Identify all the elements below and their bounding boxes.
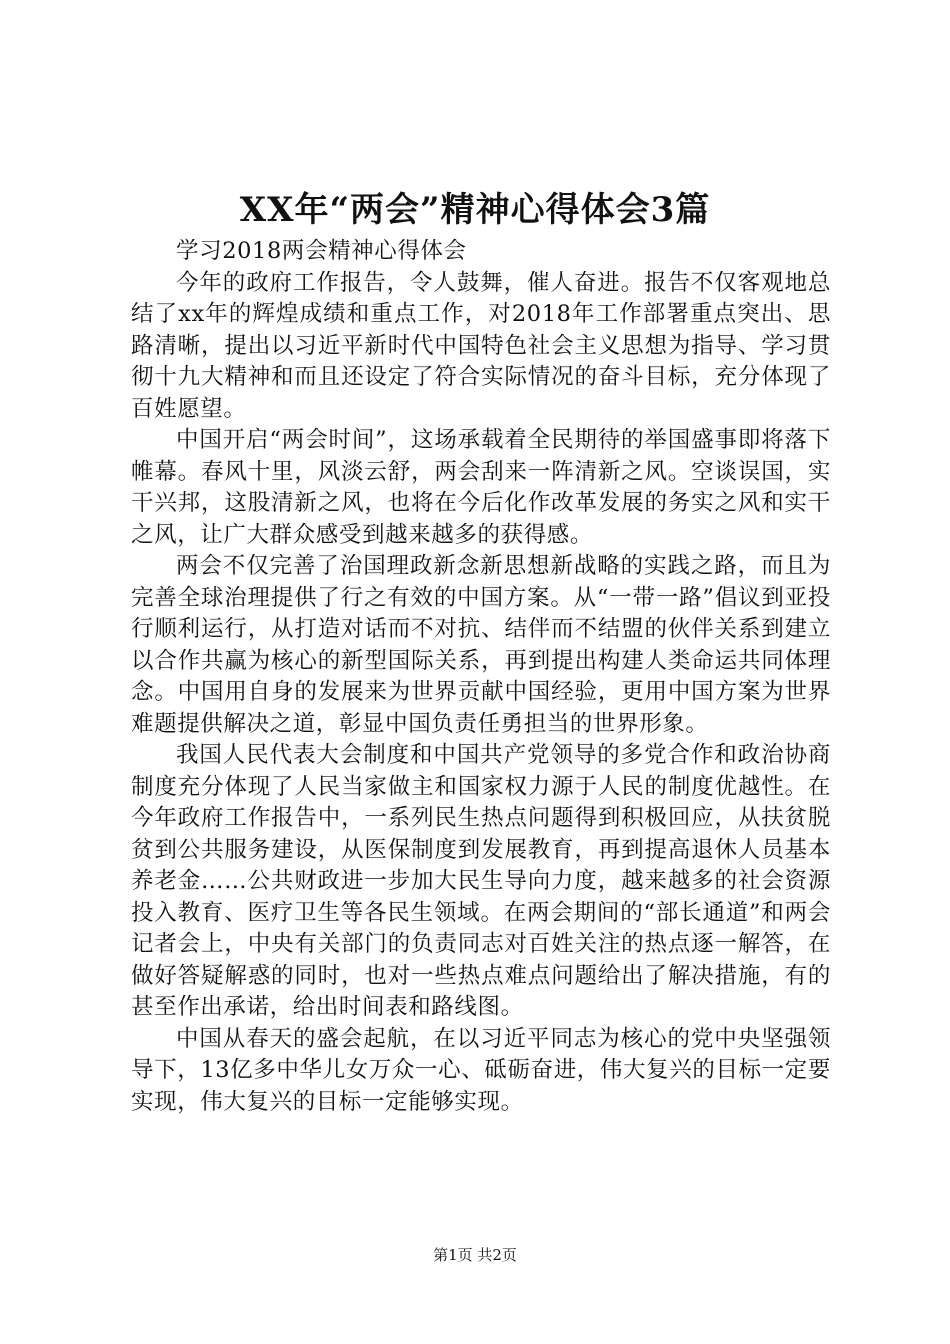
paragraph-5: 中国从春天的盛会起航，在以习近平同志为核心的党中央坚强领导下，13亿多中华儿女万众一心、砥砺奋进，伟大复兴的目标一定要实现，伟大复兴的目标一定能够实现。 — [131, 1025, 831, 1115]
document-body — [131, 236, 831, 1118]
paragraph-2: 中国开启“两会时间”，这场承载着全民期待的举国盛事即将落下帷幕。春风十里，风淡云舒，两会刮来一阵清新之风。空谈误国，实干兴邦，这股清新之风，也将在今后化作改革发展的务实之风和实干之风，让广大群众感受到越来越多的获得感。 — [131, 427, 831, 548]
page-number-footer: 第1页 共2页 — [433, 1246, 517, 1264]
paragraph-3: 两会不仅完善了治国理政新念新思想新战略的实践之路，而且为完善全球治理提供了行之有效的中国方案。从“一带一路”倡议到亚投行顺利运行，从打造对话而不对抗、结伴而不结盟的伙伴关系到建立以合作共赢为核心的新型国际关系，再到提出构建人类命运共同体理念。中国用自身的发展来为世界贡献中国经验，更用中国方案为世界难题提供解决之道，彰显中国负责任勇担当的世界形象。 — [131, 553, 831, 737]
subtitle-line: 学习2018两会精神心得体会 — [176, 238, 467, 264]
paragraph-4: 我国人民代表大会制度和中国共产党领导的多党合作和政治协商制度充分体现了人民当家做主和国家权力源于人民的制度优越性。在今年政府工作报告中，一系列民生热点问题得到积极回应，从扶贫脱贫到公共服务建设，从医保制度到发展教育，再到提高退休人员基本养老金……公共财政进一步加大民生导向力度，越来越多的社会资源投入教育、医疗卫生等各民生领域。在两会期间的“部长通道”和两会记者会上，中央有关部门的负责同志对百姓关注的热点逐一解答，在做好答疑解惑的同时，也对一些热点难点问题给出了解决措施，有的甚至作出承诺，给出时间表和路线图。 — [131, 742, 831, 1020]
document-title: XX年“两会”精神心得体会3篇 — [239, 190, 711, 230]
paragraph-1: 今年的政府工作报告，令人鼓舞，催人奋进。报告不仅客观地总结了xx年的辉煌成绩和重点工作，对2018年工作部署重点突出、思路清晰，提出以习近平新时代中国特色社会主义思想为指导、学习贯彻十九大精神和而且还设定了符合实际情况的奋斗目标，充分体现了百姓愿望。 — [131, 269, 831, 422]
